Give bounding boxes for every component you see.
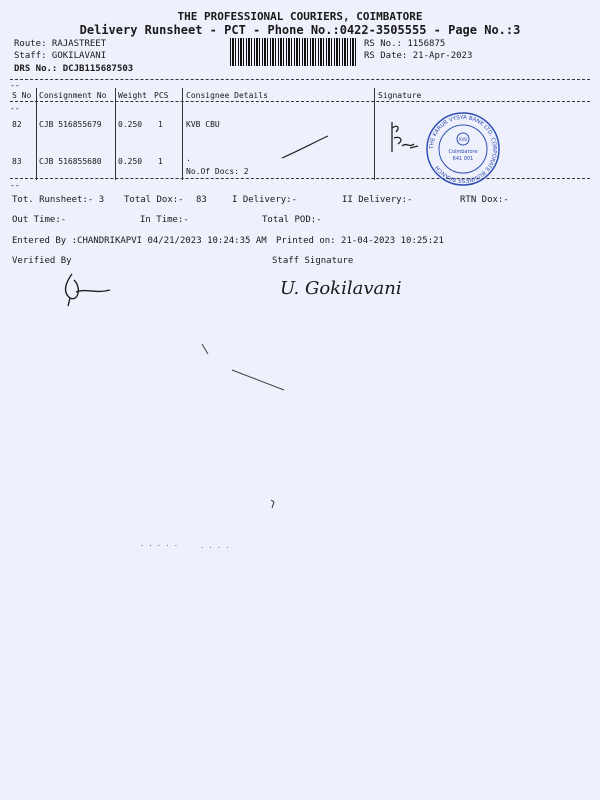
verified-by-label: Verified By (12, 256, 72, 266)
total-dox-value: 83 (196, 195, 207, 205)
bank-stamp (424, 110, 502, 188)
entered-by: Entered By :CHANDRIKAPVI 04/21/2023 10:24:35 AM (12, 236, 267, 246)
rtn-dox: RTN Dox:- (460, 195, 509, 205)
dash-mark: -- (10, 104, 20, 113)
table-cell-sno: 83 (12, 157, 22, 166)
stamp-pin: 641 001 (452, 156, 474, 162)
table-cell-consignee: KVB CBU (186, 120, 220, 129)
col-divider (36, 88, 37, 180)
col-divider (115, 88, 116, 180)
table-cell-pcs: 1 (158, 120, 163, 129)
total-pod: Total POD:- (262, 215, 322, 225)
rs-date: RS Date: 21-Apr-2023 (364, 51, 473, 61)
top-rule (10, 79, 590, 80)
table-cell-sno: 82 (12, 120, 22, 129)
signature-stroke (270, 128, 390, 168)
table-cell-pcs: 1 (158, 157, 163, 166)
table-cell-weight: 0.250 (118, 157, 143, 166)
rs-number: RS No.: 1156875 (364, 39, 446, 49)
faint-specks: · · · · · (140, 542, 178, 550)
route-label: Route: RAJASTREET (14, 39, 107, 49)
stray-marks (196, 340, 296, 400)
staff-handwritten-name: U. Gokilavani (280, 278, 402, 299)
docs-count: No.Of Docs: 2 (186, 167, 249, 176)
i-delivery: I Delivery:- (232, 195, 298, 205)
printed-on: Printed on: 21-04-2023 10:25:21 (276, 236, 444, 246)
dash-mark: -- (10, 181, 20, 190)
col-divider (182, 88, 183, 180)
table-cell-consignee: . (186, 154, 191, 163)
table-cell-consignment: CJB 516855680 (39, 157, 102, 166)
header-rule (10, 101, 590, 102)
bottom-rule (10, 178, 590, 179)
col-header-consignee: Consignee Details (186, 91, 268, 100)
dash-mark: -- (10, 81, 20, 90)
staff-signature-label: Staff Signature (272, 256, 354, 266)
runsheet-subtitle: Delivery Runsheet - PCT - Phone No.:0422-3505555 - Page No.:3 (79, 23, 521, 37)
col-header-pcs: PCS (154, 91, 169, 100)
verifier-signature (56, 268, 126, 308)
table-cell-weight: 0.250 (118, 120, 143, 129)
stamp-city: Coimbatore (448, 149, 478, 155)
ii-delivery: II Delivery:- (342, 195, 413, 205)
col-header-signature: Signature (378, 91, 422, 100)
tot-runsheet: Tot. Runsheet:- 3 (12, 195, 105, 205)
barcode (230, 38, 356, 66)
company-title: THE PROFESSIONAL COURIERS, COIMBATORE (177, 10, 423, 23)
receiver-signature (384, 114, 424, 164)
col-header-sno: S No (12, 91, 32, 100)
out-time: Out Time:- (12, 215, 67, 225)
stamp-ring-text: THE KARUR VYSYA BANK LTD. CORPORATE BUSINESS BRANCH (428, 114, 498, 184)
total-dox-label: Total Dox:- (124, 195, 184, 205)
staff-handwritten-signature (276, 270, 436, 304)
drs-number: DRS No.: DCJB115687503 (14, 64, 134, 74)
in-time: In Time:- (140, 215, 189, 225)
col-header-consignment: Consignment No (39, 91, 107, 100)
staff-label: Staff: GOKILAVANI (14, 51, 107, 61)
col-header-weight: Weight (118, 91, 147, 100)
table-cell-consignment: CJB 516855679 (39, 120, 102, 129)
stray-mark (268, 498, 278, 512)
stamp-logo-text: KVB (458, 137, 468, 142)
faint-specks: · · · · (200, 544, 230, 552)
